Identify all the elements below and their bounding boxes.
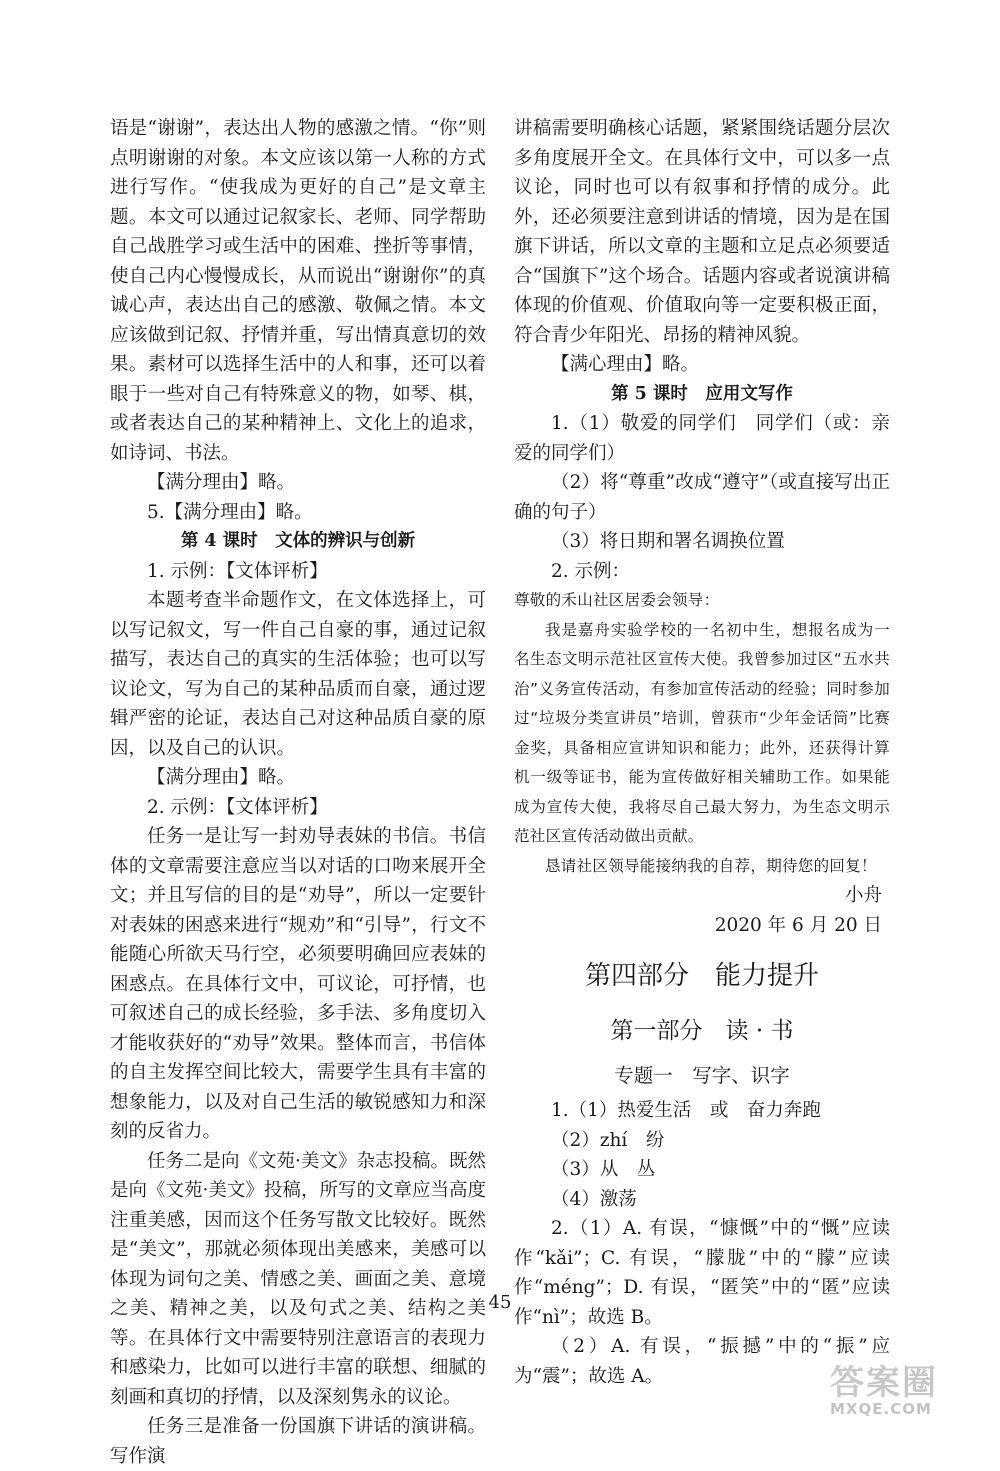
watermark-domain: MXQE.COM	[830, 1400, 932, 1418]
left-column	[110, 114, 486, 1471]
watermark-logo	[830, 1355, 980, 1425]
answer-line: （3）从 丛	[551, 1159, 656, 1180]
paragraph: 【满分理由】略。	[147, 472, 296, 493]
part-4-heading: 第四部分 能力提升	[584, 961, 819, 991]
paragraph: 任务一是让写一封劝导表妹的书信。书信体的文章需要注意应当以对话的口吻来展开全文；并且写信的目的是“劝导”，所以一定要针对表妹的困惑来进行“规劝”和“引导”，行文不能随心所欲天马行空，必须要明确回应表妹的困惑点。在具体行文中，可议论，可抒情，也可叙述自己的成长经验，多手法、多角度切入才能收获好的“劝导”效果。整体而言，书信体的自主发挥空间比较大，需要学生具有丰富的想象能力，以及对自己生活的敏锐感知力和深刻的反省力。	[110, 826, 486, 1142]
right-column	[514, 114, 890, 1391]
part-1-heading: 第一部分 读 · 书	[610, 1018, 794, 1044]
paragraph: 本题考查半命题作文，在文体选择上，可以写记叙文，写一件自己自豪的事，通过记叙描写，表达自己的真实的生活体验；也可以写议论文，写为自己的某种品质而自豪，通过逻辑严密的论证，表达自己对这种品质自豪的原因，以及自己的认识。	[110, 590, 486, 759]
paragraph: 任务二是向《文苑·美文》杂志投稿。既然是向《文苑·美文》投稿，所写的文章应当高度注重美感，因而这个任务写散文比较好。既然是“美文”，那就必须体现出美感来，美感可以体现为词句之美、情感之美、画面之美、意境之美、精神之美，以及句式之美、结构之美等。在具体行文中需要特别注意语言的表现力和感染力，比如可以进行丰富的联想、细腻的刻画和真切的抒情，以及深刻隽永的议论。	[110, 1150, 486, 1408]
letter-salutation: 尊敬的禾山社区居委会领导：	[514, 591, 720, 609]
lesson-4-heading: 第 4 课时 文体的辨识与创新	[180, 531, 416, 551]
paragraph: 1.（1）敬爱的同学们 同学们（或：亲爱的同学们）	[514, 413, 890, 464]
paragraph: 2. 示例：【文体评析】	[147, 796, 328, 818]
answer-line: （4）激荡	[551, 1188, 637, 1210]
answer-line: （2）zhí 纷	[551, 1129, 665, 1151]
answer-line: （2）A. 有误，“振撼”中的“振”应为“震”；故选 A。	[514, 1336, 890, 1387]
paragraph: （3）将日期和署名调换位置	[551, 531, 785, 552]
paragraph: 【满心理由】略。	[551, 354, 700, 375]
letter-signature: 小舟	[844, 885, 882, 906]
lesson-5-heading: 第 5 课时 应用文写作	[611, 383, 793, 404]
answer-line: 2.（1）A. 有误，“慷慨”中的“慨”应读作“kǎi”；C. 有误，“朦胧”中的“朦”应读作“méng”；D. 有误，“匿笑”中的“匿”应读作“nì”；故选 B。	[514, 1218, 890, 1328]
paragraph: 1. 示例：【文体评析】	[147, 560, 328, 582]
paragraph: 5.【满分理由】略。	[147, 501, 313, 523]
paragraph: 任务三是准备一份国旗下讲话的演讲稿。写作演	[110, 1416, 486, 1467]
watermark-text: 答案圈	[830, 1363, 938, 1403]
paragraph: （2）将“尊重”改成“遵守”（或直接写出正确的句子）	[514, 472, 890, 523]
paragraph: 语是“谢谢”，表达出人物的感激之情。“你”则点明谢谢的对象。本文应该以第一人称的方式进行写作。“使我成为更好的自己”是文章主题。本文可以通过记叙家长、老师、同学帮助自己战胜学习或生活中的困难、挫折等事情，使自己内心慢慢成长，从而说出“谢谢你”的真诚心声，表达出自己的感激、敬佩之情。本文应该做到记叙、抒情并重，写出情真意切的效果。素材可以选择生活中的人和事，还可以着眼于一些对自己有特殊意义的物，如琴、棋，或者表达自己的某种精神上、文化上的追求，如诗词、书法。	[110, 118, 486, 464]
sample-letter	[514, 586, 890, 881]
letter-date: 2020 年 6 月 20 日	[714, 914, 882, 936]
topic-1-heading: 专题一 写字、识字	[614, 1064, 790, 1087]
letter-closing: 恳请社区领导能接纳我的自荐，期待您的回复！	[545, 856, 877, 875]
paragraph: 讲稿需要明确核心话题，紧紧围绕话题分层次多角度展开全文。在具体行文中，可以多一点议论，同时也可以有叙事和抒情的成分。此外，还必须要注意到讲话的情境，因为是在国旗下讲话，所以文章的主题和立足点必须要适合“国旗下”这个场合。话题内容或者说演讲稿体现的价值观、价值取向等一定要积极正面，符合青少年阳光、昂扬的精神风貌。	[514, 118, 890, 346]
paragraph: 2. 示例：	[551, 560, 631, 582]
letter-body: 我是嘉舟实验学校的一名初中生，想报名成为一名生态文明示范社区宣传大使。我曾参加过区“五水共治”义务宣传活动，有参加宣传活动的经验；同时参加过“垃圾分类宣讲员”培训，曾获市“少年金话筒”比赛金奖，具备相应宣讲知识和能力；此外，还获得计算机一级等证书，能为宣传做好相关辅助工作。如果能成为宣传大使，我将尽自己最大努力，为生态文明示范社区宣传活动做出贡献。	[514, 620, 890, 845]
answer-line: 1.（1）热爱生活 或 奋力奔跑	[551, 1100, 821, 1121]
paragraph: 【满分理由】略。	[147, 767, 296, 788]
page-number: 45	[488, 1292, 512, 1313]
